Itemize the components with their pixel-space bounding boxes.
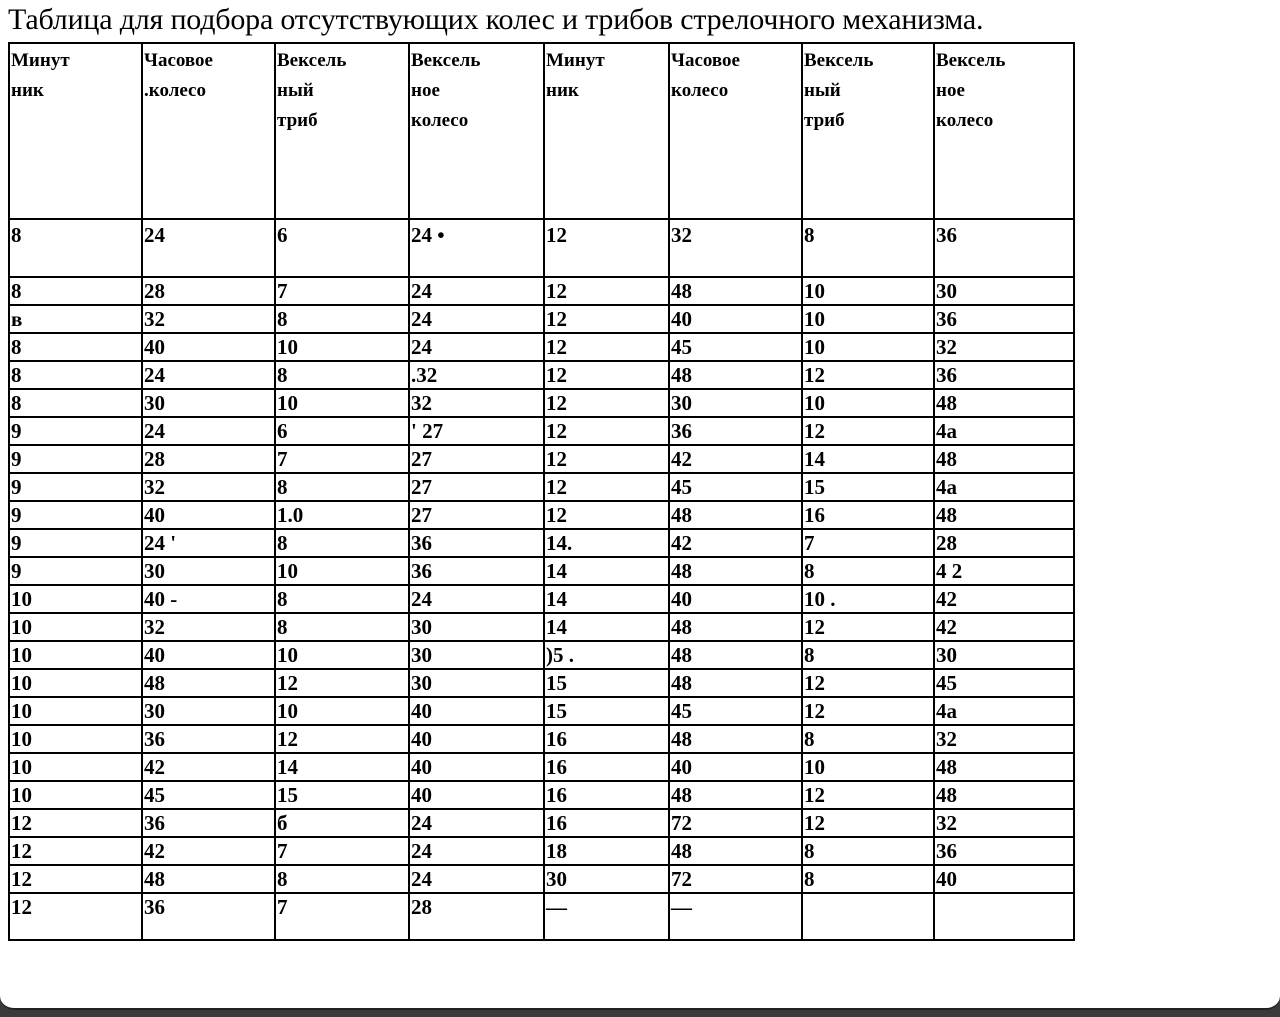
cell-change-wheel-2: 32	[934, 333, 1074, 361]
header-line: Вексель	[804, 50, 874, 71]
cell-change-wheel: 24	[409, 865, 544, 893]
cell-minute-wheel: 9	[9, 529, 142, 557]
cell-hour-wheel-2: 32	[669, 219, 802, 277]
cell-minute-wheel: 8	[9, 361, 142, 389]
cell-minute-wheel: 9	[9, 501, 142, 529]
cell-change-pinion: 8	[275, 361, 409, 389]
cell-hour-wheel: 48	[142, 669, 275, 697]
cell-minute-wheel: 9	[9, 473, 142, 501]
table-row	[9, 473, 1074, 501]
cell-change-pinion: 12	[275, 725, 409, 753]
cell-minute-wheel-2: 12	[544, 277, 669, 305]
cell-change-pinion-2: 8	[802, 557, 934, 585]
cell-change-wheel: 36	[409, 529, 544, 557]
cell-minute-wheel: 12	[9, 865, 142, 893]
cell-minute-wheel: 12	[9, 837, 142, 865]
header-line: колесо	[411, 110, 469, 131]
cell-change-pinion-2: 16	[802, 501, 934, 529]
cell-hour-wheel-2: 48	[669, 837, 802, 865]
cell-change-pinion-2: 8	[802, 837, 934, 865]
header-line: Часовое	[671, 50, 740, 71]
cell-change-wheel-2: 32	[934, 809, 1074, 837]
cell-change-pinion: 14	[275, 753, 409, 781]
cell-hour-wheel-2: 40	[669, 305, 802, 333]
table-row	[9, 501, 1074, 529]
cell-minute-wheel: 9	[9, 445, 142, 473]
cell-hour-wheel-2: 45	[669, 333, 802, 361]
cell-hour-wheel: 30	[142, 389, 275, 417]
cell-change-wheel: 40	[409, 781, 544, 809]
cell-change-pinion-2: 12	[802, 781, 934, 809]
cell-minute-wheel-2: 14	[544, 557, 669, 585]
cell-change-pinion: 7	[275, 277, 409, 305]
cell-hour-wheel: 24	[142, 361, 275, 389]
cell-hour-wheel: 40 -	[142, 585, 275, 613]
cell-minute-wheel-2: 12	[544, 473, 669, 501]
cell-minute-wheel: в	[9, 305, 142, 333]
cell-minute-wheel: 10	[9, 641, 142, 669]
header-line: Минут	[546, 50, 605, 71]
cell-hour-wheel: 24	[142, 219, 275, 277]
cell-change-wheel-2: 30	[934, 277, 1074, 305]
header-line: .колесо	[144, 80, 206, 101]
cell-change-pinion: 8	[275, 305, 409, 333]
cell-change-wheel-2: 48	[934, 753, 1074, 781]
table-row	[9, 305, 1074, 333]
cell-hour-wheel-2: 48	[669, 277, 802, 305]
cell-hour-wheel: 36	[142, 809, 275, 837]
cell-change-pinion-2: 10	[802, 389, 934, 417]
cell-change-pinion: 6	[275, 219, 409, 277]
cell-change-wheel-2: 4 2	[934, 557, 1074, 585]
cell-change-wheel: .32	[409, 361, 544, 389]
cell-change-pinion: 10	[275, 557, 409, 585]
cell-minute-wheel-2: 12	[544, 361, 669, 389]
header-change-pinion	[275, 43, 409, 219]
cell-change-pinion: 8	[275, 473, 409, 501]
table-row	[9, 725, 1074, 753]
cell-change-pinion-2: 10 .	[802, 585, 934, 613]
cell-change-wheel: 30	[409, 641, 544, 669]
cell-hour-wheel: 36	[142, 893, 275, 940]
cell-change-pinion-2: 14	[802, 445, 934, 473]
cell-change-pinion-2: 15	[802, 473, 934, 501]
cell-minute-wheel-2: 15	[544, 697, 669, 725]
cell-change-wheel-2: 4а	[934, 417, 1074, 445]
header-line: Вексель	[936, 50, 1006, 71]
table-row	[9, 361, 1074, 389]
header-line: триб	[804, 110, 845, 131]
cell-hour-wheel: 36	[142, 725, 275, 753]
table-row	[9, 219, 1074, 277]
cell-hour-wheel: 48	[142, 865, 275, 893]
table-row	[9, 417, 1074, 445]
cell-hour-wheel: 32	[142, 613, 275, 641]
cell-minute-wheel: 10	[9, 669, 142, 697]
header-change-wheel-2	[934, 43, 1074, 219]
cell-change-pinion-2: 8	[802, 641, 934, 669]
cell-minute-wheel-2: 12	[544, 389, 669, 417]
cell-change-pinion: б	[275, 809, 409, 837]
cell-change-wheel-2: 45	[934, 669, 1074, 697]
cell-change-pinion: 6	[275, 417, 409, 445]
header-line: ный	[277, 80, 314, 101]
table-row	[9, 697, 1074, 725]
cell-hour-wheel: 28	[142, 445, 275, 473]
cell-hour-wheel-2: 48	[669, 641, 802, 669]
cell-minute-wheel-2: 14.	[544, 529, 669, 557]
cell-hour-wheel: 24	[142, 417, 275, 445]
cell-hour-wheel-2: 48	[669, 613, 802, 641]
header-change-pinion-2	[802, 43, 934, 219]
cell-hour-wheel: 30	[142, 557, 275, 585]
cell-minute-wheel: 8	[9, 277, 142, 305]
table-row	[9, 781, 1074, 809]
header-minute-wheel	[9, 43, 142, 219]
cell-minute-wheel-2: —	[544, 893, 669, 940]
header-line: колесо	[671, 80, 729, 101]
table-row	[9, 753, 1074, 781]
cell-change-pinion-2: 10	[802, 305, 934, 333]
cell-change-pinion: 1.0	[275, 501, 409, 529]
cell-change-pinion-2	[802, 893, 934, 940]
header-minute-wheel-2	[544, 43, 669, 219]
cell-change-pinion-2: 8	[802, 725, 934, 753]
cell-minute-wheel-2: 14	[544, 613, 669, 641]
cell-change-pinion: 8	[275, 529, 409, 557]
cell-change-wheel-2: 30	[934, 641, 1074, 669]
cell-minute-wheel-2: 12	[544, 305, 669, 333]
cell-change-wheel-2: 36	[934, 305, 1074, 333]
cell-change-pinion: 12	[275, 669, 409, 697]
page-title: Таблица для подбора отсутствующих колес и трибов стрелочного механизма.	[8, 3, 984, 36]
cell-change-pinion-2: 12	[802, 697, 934, 725]
cell-hour-wheel-2: 42	[669, 529, 802, 557]
table-row	[9, 445, 1074, 473]
header-line: ное	[411, 80, 440, 101]
cell-hour-wheel: 24 '	[142, 529, 275, 557]
cell-change-pinion: 10	[275, 697, 409, 725]
cell-minute-wheel-2: 30	[544, 865, 669, 893]
cell-change-wheel: 24	[409, 333, 544, 361]
cell-change-wheel-2: 36	[934, 361, 1074, 389]
cell-minute-wheel: 8	[9, 219, 142, 277]
cell-change-pinion: 7	[275, 893, 409, 940]
cell-minute-wheel: 8	[9, 333, 142, 361]
cell-minute-wheel-2: 16	[544, 753, 669, 781]
cell-hour-wheel: 40	[142, 641, 275, 669]
cell-minute-wheel-2: 12	[544, 445, 669, 473]
cell-change-pinion-2: 10	[802, 333, 934, 361]
table-row	[9, 585, 1074, 613]
cell-change-wheel: 24	[409, 837, 544, 865]
cell-hour-wheel-2: 40	[669, 585, 802, 613]
cell-hour-wheel-2: 40	[669, 753, 802, 781]
cell-change-pinion-2: 12	[802, 669, 934, 697]
cell-change-wheel-2: 4а	[934, 473, 1074, 501]
header-line: Вексель	[411, 50, 481, 71]
cell-change-wheel: 36	[409, 557, 544, 585]
cell-change-wheel: 24	[409, 305, 544, 333]
cell-minute-wheel: 10	[9, 781, 142, 809]
cell-hour-wheel-2: 48	[669, 781, 802, 809]
cell-hour-wheel: 40	[142, 333, 275, 361]
cell-change-pinion: 8	[275, 585, 409, 613]
cell-change-pinion-2: 12	[802, 361, 934, 389]
table-row	[9, 865, 1074, 893]
cell-hour-wheel-2: 48	[669, 501, 802, 529]
cell-minute-wheel-2: 15	[544, 669, 669, 697]
cell-minute-wheel: 10	[9, 585, 142, 613]
cell-change-pinion: 10	[275, 389, 409, 417]
cell-change-wheel: 30	[409, 669, 544, 697]
cell-change-wheel-2: 28	[934, 529, 1074, 557]
cell-minute-wheel-2: 14	[544, 585, 669, 613]
cell-change-wheel: 24	[409, 277, 544, 305]
cell-change-wheel-2	[934, 893, 1074, 940]
table-row	[9, 809, 1074, 837]
cell-change-pinion: 15	[275, 781, 409, 809]
cell-change-wheel: 27	[409, 473, 544, 501]
header-line: Вексель	[277, 50, 347, 71]
table-row	[9, 389, 1074, 417]
cell-change-wheel: 30	[409, 613, 544, 641]
cell-hour-wheel-2: 48	[669, 361, 802, 389]
cell-change-wheel-2: 48	[934, 781, 1074, 809]
table-row	[9, 669, 1074, 697]
cell-minute-wheel-2: 12	[544, 501, 669, 529]
cell-change-pinion: 8	[275, 865, 409, 893]
cell-change-pinion-2: 12	[802, 613, 934, 641]
header-line: колесо	[936, 110, 994, 131]
cell-minute-wheel-2: 16	[544, 725, 669, 753]
cell-minute-wheel: 8	[9, 389, 142, 417]
header-row	[9, 43, 1074, 219]
header-hour-wheel-2	[669, 43, 802, 219]
cell-change-pinion: 10	[275, 333, 409, 361]
cell-hour-wheel: 32	[142, 473, 275, 501]
cell-minute-wheel-2: 16	[544, 809, 669, 837]
cell-hour-wheel: 30	[142, 697, 275, 725]
cell-change-wheel: 40	[409, 725, 544, 753]
cell-hour-wheel: 32	[142, 305, 275, 333]
cell-change-wheel-2: 32	[934, 725, 1074, 753]
cell-change-pinion: 7	[275, 445, 409, 473]
table-row	[9, 277, 1074, 305]
cell-change-wheel-2: 48	[934, 445, 1074, 473]
cell-minute-wheel-2: 18	[544, 837, 669, 865]
cell-change-wheel-2: 48	[934, 389, 1074, 417]
cell-change-wheel-2: 4а	[934, 697, 1074, 725]
cell-minute-wheel: 10	[9, 725, 142, 753]
cell-hour-wheel-2: 30	[669, 389, 802, 417]
cell-change-pinion-2: 10	[802, 277, 934, 305]
cell-hour-wheel-2: 42	[669, 445, 802, 473]
cell-change-wheel: 27	[409, 445, 544, 473]
cell-hour-wheel-2: 48	[669, 725, 802, 753]
cell-hour-wheel-2: 36	[669, 417, 802, 445]
header-line: Минут	[11, 50, 70, 71]
cell-hour-wheel: 40	[142, 501, 275, 529]
cell-minute-wheel: 10	[9, 613, 142, 641]
cell-change-wheel-2: 36	[934, 219, 1074, 277]
cell-minute-wheel: 10	[9, 753, 142, 781]
table-row	[9, 529, 1074, 557]
cell-change-pinion: 10	[275, 641, 409, 669]
cell-hour-wheel: 42	[142, 837, 275, 865]
table-row	[9, 837, 1074, 865]
cell-minute-wheel-2: 12	[544, 219, 669, 277]
cell-change-wheel: 27	[409, 501, 544, 529]
cell-minute-wheel-2: )5 .	[544, 641, 669, 669]
cell-change-wheel: 40	[409, 753, 544, 781]
header-hour-wheel	[142, 43, 275, 219]
cell-change-pinion-2: 10	[802, 753, 934, 781]
header-line: ник	[546, 80, 579, 101]
header-line: ник	[11, 80, 44, 101]
cell-hour-wheel-2: 45	[669, 697, 802, 725]
cell-hour-wheel-2: 72	[669, 865, 802, 893]
table-row	[9, 557, 1074, 585]
table-row	[9, 613, 1074, 641]
header-line: ное	[936, 80, 965, 101]
cell-hour-wheel-2: 48	[669, 669, 802, 697]
cell-change-pinion-2: 12	[802, 809, 934, 837]
cell-hour-wheel-2: —	[669, 893, 802, 940]
cell-minute-wheel: 10	[9, 697, 142, 725]
cell-hour-wheel-2: 72	[669, 809, 802, 837]
cell-change-wheel-2: 42	[934, 613, 1074, 641]
cell-minute-wheel: 9	[9, 417, 142, 445]
cell-change-wheel-2: 36	[934, 837, 1074, 865]
cell-minute-wheel-2: 12	[544, 417, 669, 445]
cell-change-wheel-2: 42	[934, 585, 1074, 613]
table-row	[9, 893, 1074, 940]
header-change-wheel	[409, 43, 544, 219]
cell-minute-wheel: 9	[9, 557, 142, 585]
cell-change-wheel: ' 27	[409, 417, 544, 445]
cell-hour-wheel: 45	[142, 781, 275, 809]
cell-change-wheel: 32	[409, 389, 544, 417]
cell-change-pinion-2: 7	[802, 529, 934, 557]
cell-change-pinion-2: 8	[802, 865, 934, 893]
cell-hour-wheel: 28	[142, 277, 275, 305]
cell-change-wheel-2: 40	[934, 865, 1074, 893]
cell-change-wheel: 24 •	[409, 219, 544, 277]
cell-hour-wheel-2: 45	[669, 473, 802, 501]
cell-minute-wheel: 12	[9, 893, 142, 940]
cell-change-wheel: 28	[409, 893, 544, 940]
header-line: ный	[804, 80, 841, 101]
cell-change-pinion: 8	[275, 613, 409, 641]
cell-minute-wheel-2: 12	[544, 333, 669, 361]
table-row	[9, 641, 1074, 669]
cell-change-wheel-2: 48	[934, 501, 1074, 529]
cell-change-wheel: 24	[409, 585, 544, 613]
cell-change-pinion: 7	[275, 837, 409, 865]
table-row	[9, 333, 1074, 361]
cell-minute-wheel-2: 16	[544, 781, 669, 809]
cell-change-pinion-2: 8	[802, 219, 934, 277]
cell-hour-wheel: 42	[142, 753, 275, 781]
header-line: Часовое	[144, 50, 213, 71]
cell-minute-wheel: 12	[9, 809, 142, 837]
header-line: триб	[277, 110, 318, 131]
cell-change-wheel: 40	[409, 697, 544, 725]
cell-change-wheel: 24	[409, 809, 544, 837]
gear-selection-table	[8, 42, 1075, 941]
cell-change-pinion-2: 12	[802, 417, 934, 445]
cell-hour-wheel-2: 48	[669, 557, 802, 585]
